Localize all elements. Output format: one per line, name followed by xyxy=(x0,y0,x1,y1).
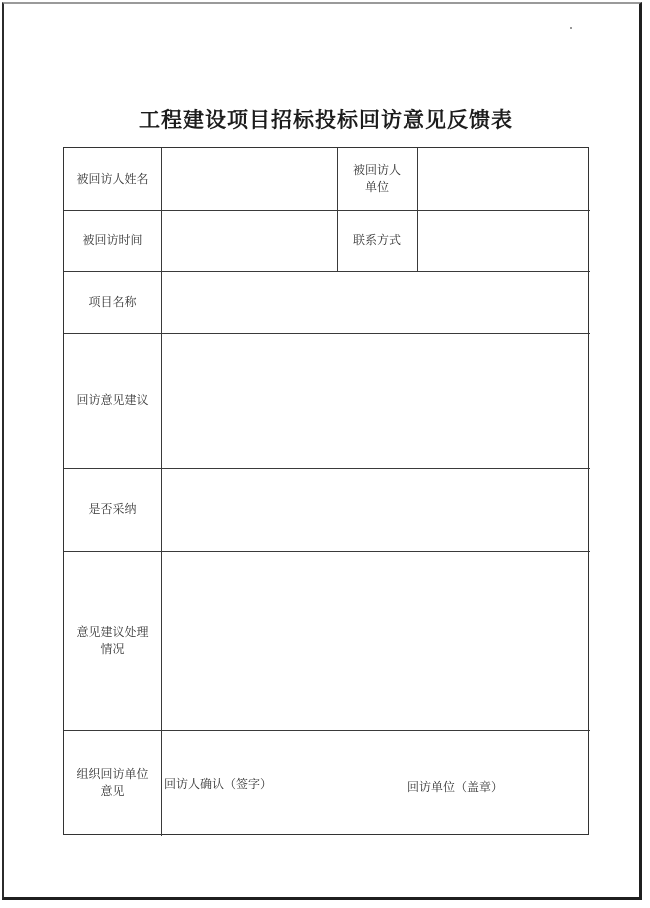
field-contact[interactable] xyxy=(417,210,590,271)
visit-unit-seal: 回访单位（盖章） xyxy=(407,780,504,794)
field-visitee-name[interactable] xyxy=(161,148,337,210)
field-visit-time[interactable] xyxy=(161,210,337,271)
label-visit-time: 被回访时间 xyxy=(82,233,143,247)
label-adopted: 是否采纳 xyxy=(88,502,137,516)
form-title: 工程建设项目招标投标回访意见反馈表 xyxy=(139,108,513,132)
field-project-name[interactable] xyxy=(161,271,590,333)
field-adopted[interactable] xyxy=(161,468,590,551)
label-visitee-unit: 被回访人 单位 xyxy=(352,163,401,194)
field-handling[interactable] xyxy=(161,551,590,730)
label-project-name: 项目名称 xyxy=(88,294,137,309)
field-opinions[interactable] xyxy=(161,333,590,468)
field-visitee-unit[interactable] xyxy=(417,148,590,210)
visitor-confirm-signature: 回访人确认（签字） xyxy=(164,777,273,791)
scan-speck xyxy=(570,27,572,29)
label-opinions: 回访意见建议 xyxy=(76,393,149,407)
feedback-form-table xyxy=(63,147,589,835)
label-visitee-name: 被回访人姓名 xyxy=(76,171,149,186)
label-handling: 意见建议处理 情况 xyxy=(76,624,149,656)
label-contact: 联系方式 xyxy=(352,233,401,247)
label-org-opinion: 组织回访单位 意见 xyxy=(76,767,149,798)
